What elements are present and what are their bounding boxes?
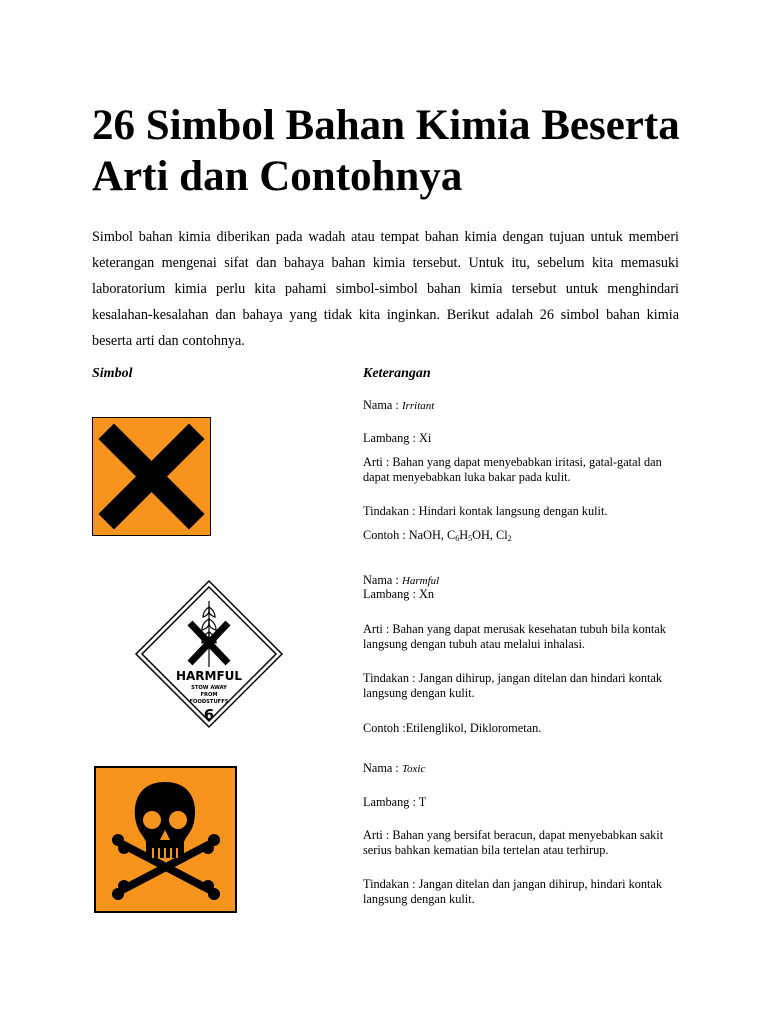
placard-line3: FOODSTUFFS bbox=[189, 699, 229, 705]
placard-line1: STOW AWAY bbox=[191, 685, 227, 691]
irritant-example: Contoh : NaOH, $C_6H_5OH$, $Cl_2$ bbox=[363, 528, 512, 543]
irritant-meaning: Arti : Bahan yang dapat menyebabkan iritasi, gatal-gatal dan dapat menyebabkan luka bakar pada kulit. bbox=[363, 455, 662, 484]
page-title: 26 Simbol Bahan Kimia Beserta Arti dan Contohnya bbox=[92, 102, 680, 200]
irritant-action: Tindakan : Hindari kontak langsung dengan kulit. bbox=[363, 504, 608, 518]
harmful-name: Nama : Harmful bbox=[363, 573, 440, 587]
irritant-code: Lambang : Xi bbox=[363, 431, 432, 445]
intro-paragraph: Simbol bahan kimia diberikan pada wadah atau tempat bahan kimia dengan tujuan untuk memberi keterangan mengenai sifat dan bahaya bahan kimia tersebut. Untuk itu, sebelum kita memasuki laboratorium kimia perlu kita pahami simbol-simbol bahan kimia tersebut untuk menghindari kesalahan-kesalahan dan bahaya yang tidak kita inginkan. Berikut adalah 26 simbol bahan kimia beserta arti dan contohnya. bbox=[92, 229, 679, 349]
placard-word: HARMFUL bbox=[175, 669, 243, 683]
toxic-name: Nama : Toxic bbox=[363, 761, 426, 775]
toxic-code: Lambang : T bbox=[363, 795, 427, 809]
placard-number: 6 bbox=[203, 706, 215, 724]
harmful-code: Lambang : Xn bbox=[363, 587, 435, 601]
toxic-meaning: Arti : Bahan yang bersifat beracun, dapat menyebabkan sakit serius bahkan kematian bila tertelan atau terhirup. bbox=[363, 828, 664, 857]
harmful-diamond-icon bbox=[134, 579, 284, 729]
irritant-name: Nama : Irritant bbox=[363, 398, 435, 412]
column-header-symbol: Simbol bbox=[92, 366, 133, 381]
harmful-action: Tindakan : Jangan dihirup, jangan ditelan dan hindari kontak langsung dengan kulit. bbox=[363, 671, 663, 700]
toxic-action: Tindakan : Jangan ditelan dan jangan dihirup, hindari kontak langsung dengan kulit. bbox=[363, 877, 663, 906]
irritant-x-icon bbox=[92, 417, 211, 536]
toxic-skull-icon bbox=[94, 766, 237, 913]
harmful-example: Contoh :Etilenglikol, Diklorometan. bbox=[363, 721, 542, 735]
placard-line2: FROM bbox=[200, 692, 218, 698]
harmful-meaning: Arti : Bahan yang dapat merusak kesehatan tubuh bila kontak langsung dengan tubuh atau melalui inhalasi. bbox=[363, 622, 666, 651]
column-header-description: Keterangan bbox=[363, 366, 431, 381]
